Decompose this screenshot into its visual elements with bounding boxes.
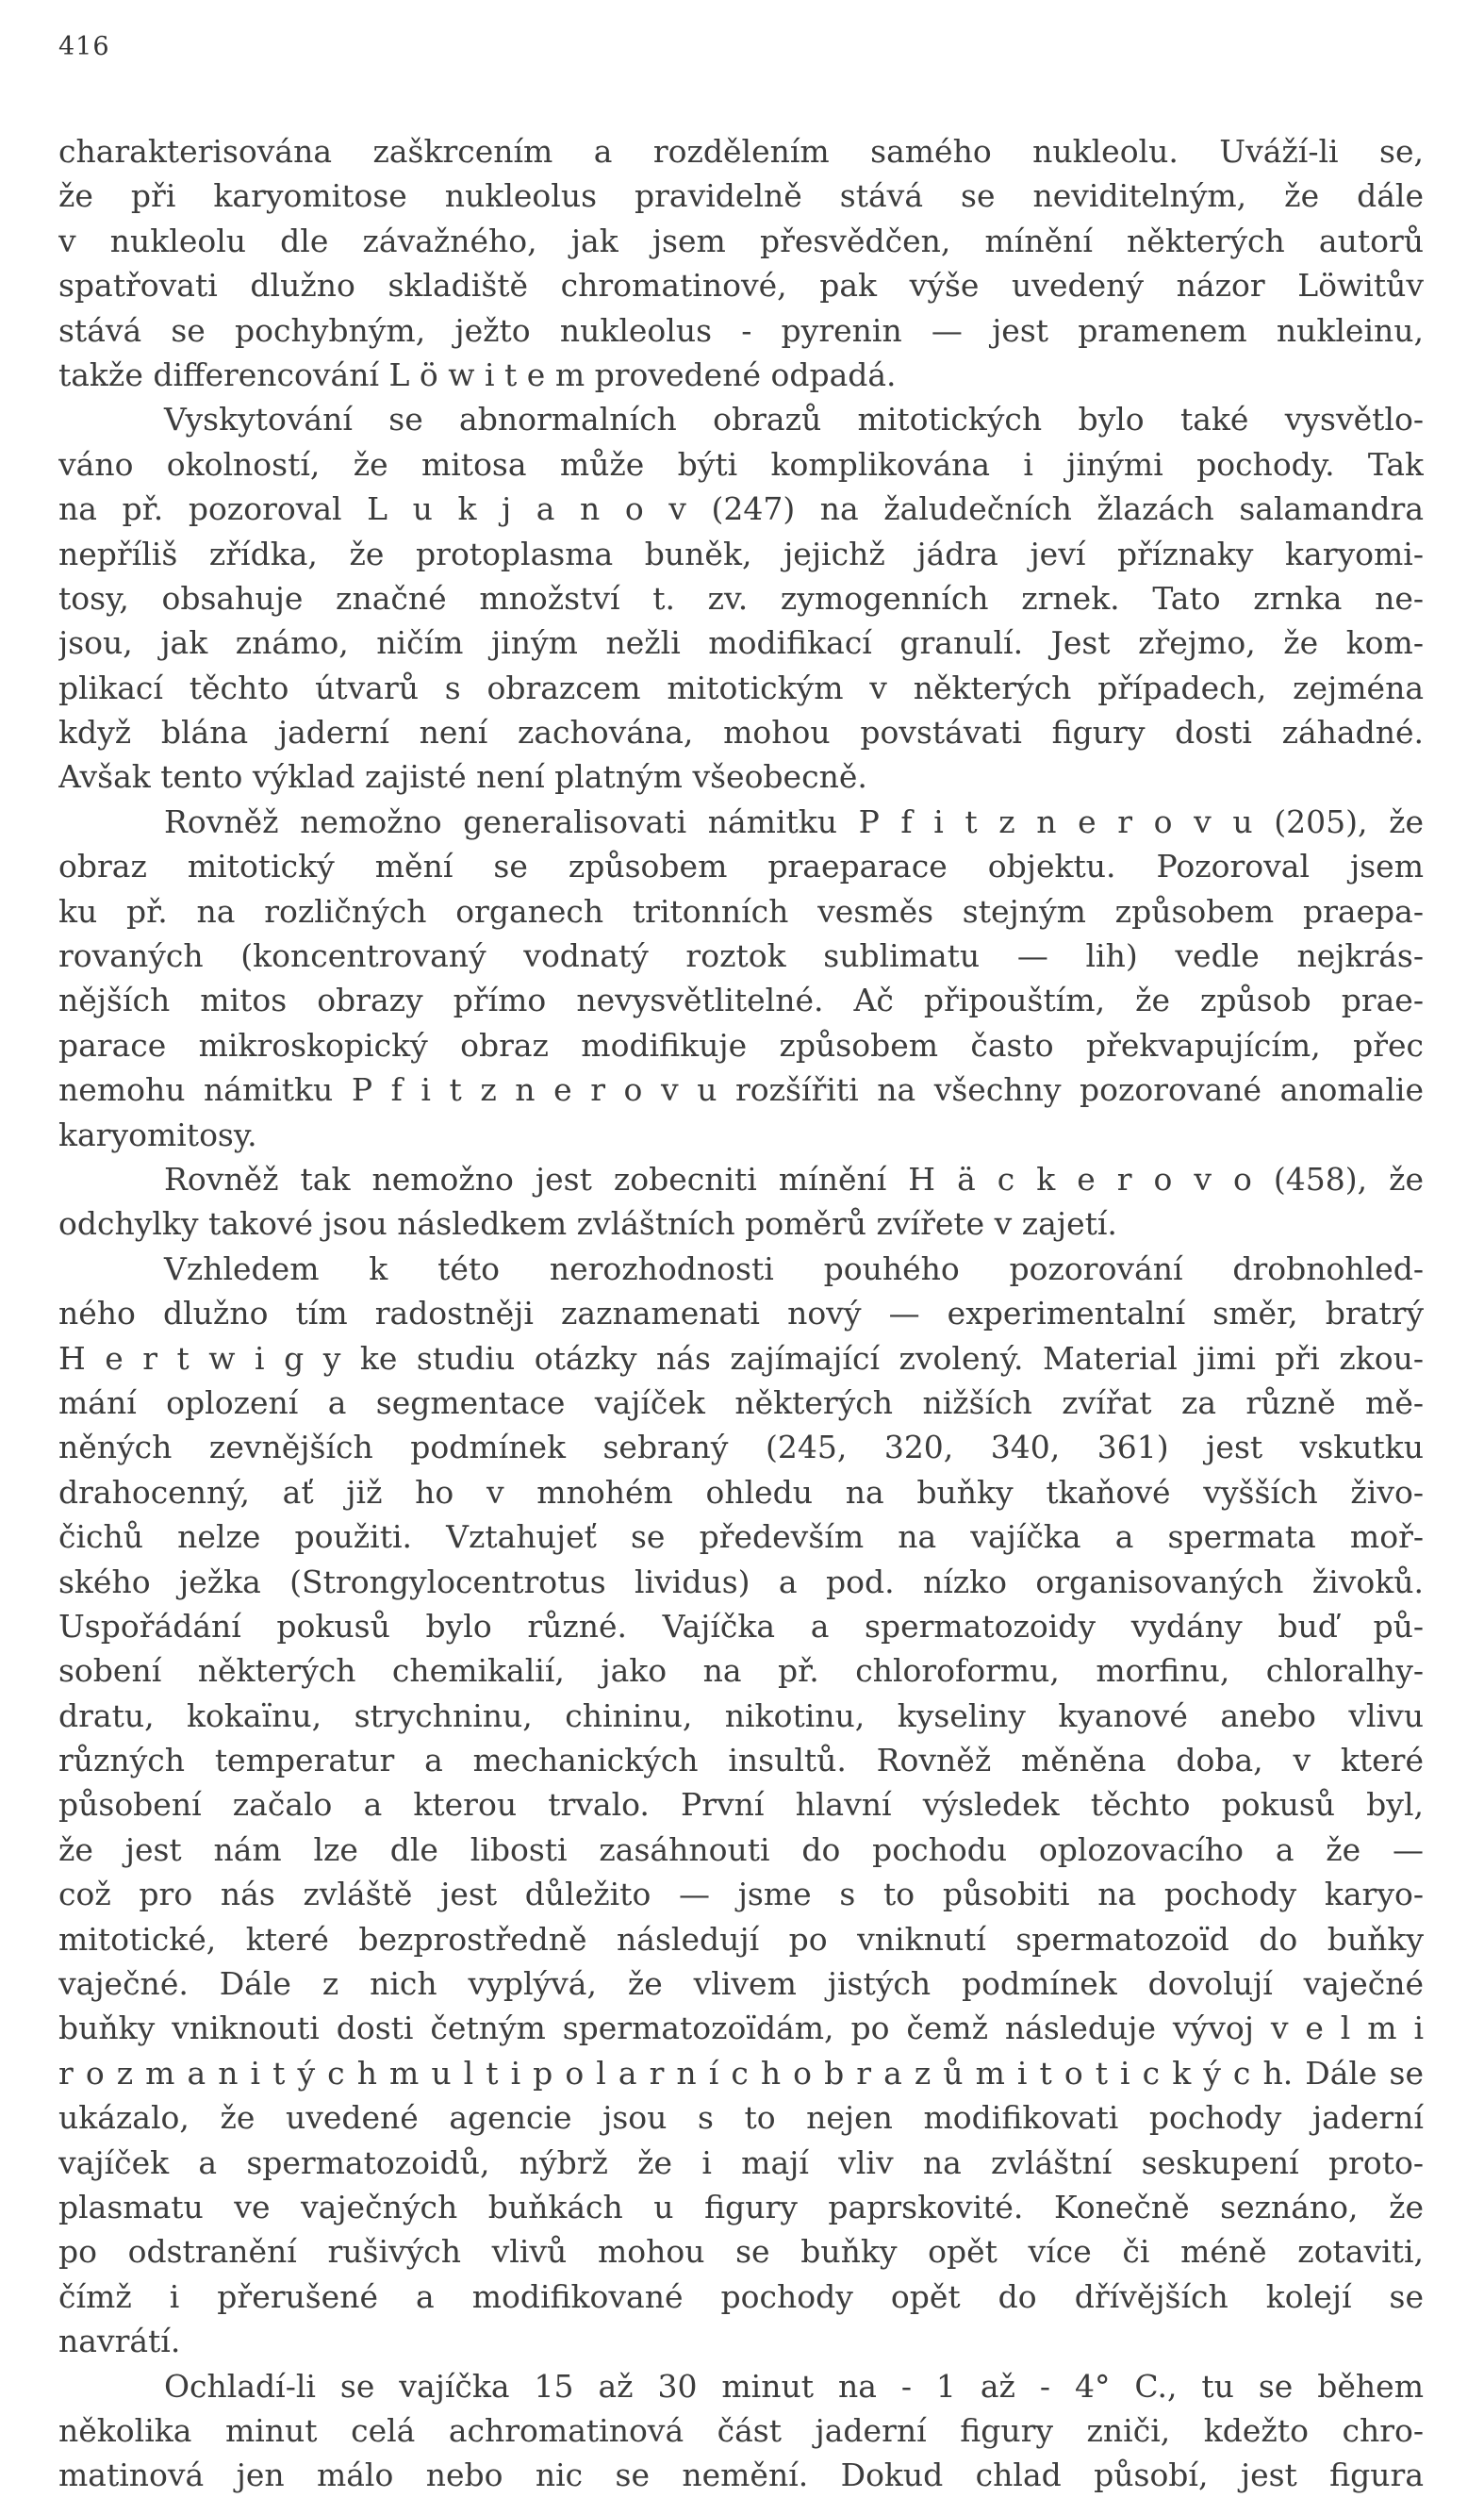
text-line: když blána jaderní není zachována, mohou povstávati figury dosti záhadné. xyxy=(58,714,1424,752)
text-line: jsou, jak známo, ničím jiným nežli modifikací granulí. Jest zřejmo, že kom- xyxy=(58,624,1424,662)
text-line: buňky vniknouti dosti četným spermatozoïdám, po čemž následuje vývoj v e l m i xyxy=(58,2010,1424,2047)
text-line: vajíček a spermatozoidů, nýbrž že i mají vliv na zvláštní seskupení proto- xyxy=(58,2143,1424,2181)
text-line: v nukleolu dle závažného, jak jsem přesvědčen, mínění některých autorů xyxy=(58,222,1424,259)
text-line: Ochladí-li se vajíčka 15 až 30 minut na - 1 až - 4° C., tu se během xyxy=(164,2367,1424,2405)
page-number: 416 xyxy=(58,32,110,61)
text-line: mitotické, které bezprostředně následují po vniknutí spermatozoïd do buňky xyxy=(58,1920,1424,1958)
text-line: Rovněž nemožno generalisovati námitku P f i t z n e r o v u (205), že xyxy=(164,802,1424,840)
text-line: mání oplození a segmentace vajíček některých nižších zvířat za různě mě- xyxy=(58,1383,1424,1421)
text-line: Vzhledem k této nerozhodnosti pouhého pozorování drobnohled- xyxy=(164,1249,1424,1287)
text-line: váno okolností, že mitosa může býti komplikována i jinými pochody. Tak xyxy=(58,445,1424,483)
text-line: Uspořádání pokusů bylo různé. Vajíčka a spermatozoidy vydány buď pů- xyxy=(58,1607,1424,1645)
text-line: několika minut celá achromatinová část jaderní figury zniči, kdežto chro- xyxy=(58,2411,1424,2449)
text-line: drahocenný, ať již ho v mnohém ohledu na buňky tkaňové vyšších živo- xyxy=(58,1473,1424,1511)
text-line: čichů nelze použiti. Vztahujeť se především na vajíčka a spermata moř- xyxy=(58,1518,1424,1556)
text-line: na př. pozoroval L u k j a n o v (247) na žaludečních žlazách salamandra xyxy=(58,490,1424,528)
text-line: plasmatu ve vaječných buňkách u figury paprskovité. Konečně seznáno, že xyxy=(58,2188,1424,2225)
text-line: takže differencování L ö w i t e m provedené odpadá. xyxy=(58,356,897,393)
text-line: po odstranění rušivých vlivů mohou se buňky opět více či méně zotaviti, xyxy=(58,2233,1424,2271)
text-line: vaječné. Dále z nich vyplývá, že vlivem jistých podmínek dovolují vaječné xyxy=(58,1965,1424,2003)
text-line: karyomitosy. xyxy=(58,1116,257,1153)
text-line: Rovněž tak nemožno jest zobecniti mínění H ä c k e r o v o (458), že xyxy=(164,1160,1424,1198)
text-line: tosy, obsahuje značné množství t. zv. zymogenních zrnek. Tato zrnka ne- xyxy=(58,579,1424,617)
text-line: sobení některých chemikalií, jako na př. chloroformu, morfinu, chloralhy- xyxy=(58,1652,1424,1690)
text-line: nepříliš zřídka, že protoplasma buněk, jejichž jádra jeví příznaky karyomi- xyxy=(58,535,1424,572)
text-line: ku př. na rozličných organech tritonních vesměs stejným způsobem praepa- xyxy=(58,892,1424,930)
text-line: ukázalo, že uvedené agencie jsou s to nejen modifikovati pochody jaderní xyxy=(58,2099,1424,2137)
text-line: stává se pochybným, ježto nukleolus - pyrenin — jest pramenem nukleinu, xyxy=(58,311,1424,349)
text-line: plikací těchto útvarů s obrazcem mitotickým v některých případech, zejména xyxy=(58,669,1424,706)
text-line: Avšak tento výklad zajisté není platným všeobecně. xyxy=(58,758,867,796)
text-line: čímž i přerušené a modifikované pochody opět do dřívějších kolejí se xyxy=(58,2277,1424,2315)
text-line: r o z m a n i t ý c h m u l t i p o l a r n í c h o b r a z ů m i t o t i c k ý c h. Dále se xyxy=(58,2054,1424,2092)
text-line: což pro nás zvláště jest důležito — jsme s to působiti na pochody karyo- xyxy=(58,1876,1424,1913)
text-line: různých temperatur a mechanických insultů. Rovněž měněna doba, v které xyxy=(58,1742,1424,1779)
text-line: obraz mitotický mění se způsobem praeparace objektu. Pozoroval jsem xyxy=(58,848,1424,885)
text-line: spatřovati dlužno skladiště chromatinové, pak výše uvedený názor Löwitův xyxy=(58,267,1424,305)
text-line: navrátí. xyxy=(58,2323,181,2360)
text-line: Vyskytování se abnormalních obrazů mitotických bylo také vysvětlo- xyxy=(164,401,1424,438)
text-line: dratu, kokaïnu, strychninu, chininu, nikotinu, kyseliny kyanové anebo vlivu xyxy=(58,1696,1424,1734)
text-line: že při karyomitose nukleolus pravidelně stává se neviditelným, že dále xyxy=(58,177,1424,215)
text-line: působení začalo a kterou trvalo. První hlavní výsledek těchto pokusů byl, xyxy=(58,1786,1424,1824)
text-line: ného dlužno tím radostněji zaznamenati nový — experimentalní směr, bratrý xyxy=(58,1295,1424,1332)
text-line: že jest nám lze dle libosti zasáhnouti do pochodu oplozovacího a že — xyxy=(58,1830,1424,1868)
text-line: nějších mitos obrazy přímo nevysvětlitelné. Ač připouštím, že způsob prae- xyxy=(58,982,1424,1019)
text-line: odchylky takové jsou následkem zvláštních poměrů zvířete v zajetí. xyxy=(58,1205,1117,1243)
text-line: matinová jen málo nebo nic se nemění. Dokud chlad působí, jest figura xyxy=(58,2457,1424,2494)
text-line: charakterisována zaškrcením a rozdělením samého nukleolu. Uváží-li se, xyxy=(58,133,1424,170)
text-line: parace mikroskopický obraz modifikuje způsobem často překvapujícím, přec xyxy=(58,1026,1424,1064)
text-line: H e r t w i g y ke studiu otázky nás zajímající zvolený. Material jimi při zkou- xyxy=(58,1339,1424,1377)
text-line: něných zevnějších podmínek sebraný (245, 320, 340, 361) jest vskutku xyxy=(58,1429,1424,1466)
text-line: nemohu námitku P f i t z n e r o v u rozšířiti na všechny pozorované anomalie xyxy=(58,1071,1424,1109)
text-line: rovaných (koncentrovaný vodnatý roztok sublimatu — lih) vedle nejkrás- xyxy=(58,937,1424,975)
text-line: ského ježka (Strongylocentrotus lividus) a pod. nízko organisovaných živoků. xyxy=(58,1563,1424,1600)
body-text xyxy=(58,129,1424,2498)
